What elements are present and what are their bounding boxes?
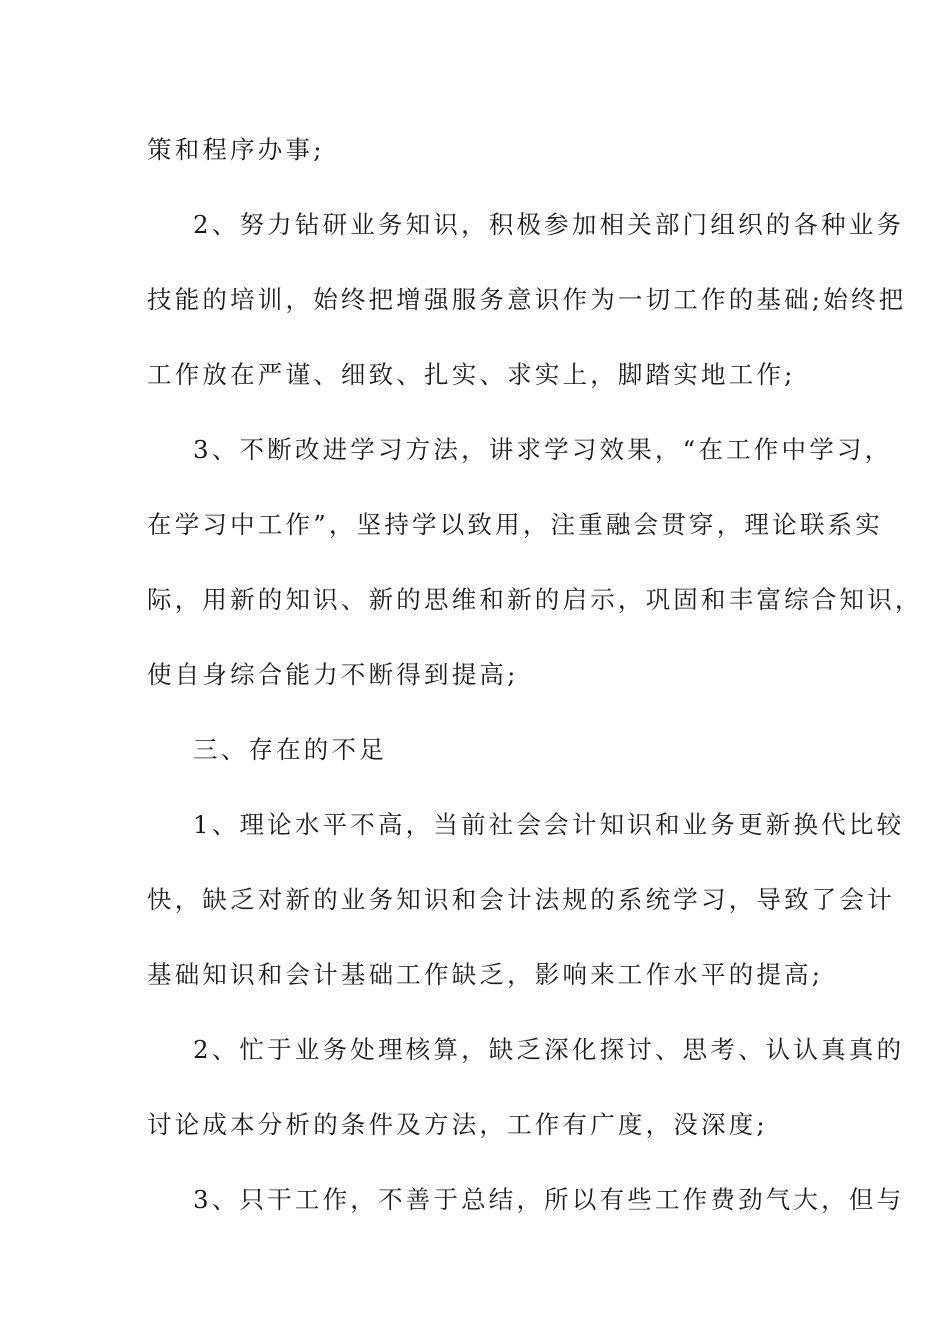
text-line: 3、不断改进学习方法，讲求学习效果，“在工作中学习，: [193, 435, 893, 464]
text-line: 2、忙于业务处理核算，缺乏深化探讨、思考、认认真真的: [193, 1035, 905, 1064]
text-line: 1、理论水平不高，当前社会会计知识和业务更新换代比较: [193, 810, 905, 839]
text-line: 3、只干工作，不善于总结，所以有些工作费劲气大，但与: [193, 1185, 905, 1214]
text-line: 讨论成本分析的条件及方法，工作有广度，没深度;: [147, 1110, 768, 1139]
text-line: 使自身综合能力不断得到提高;: [147, 660, 519, 689]
text-line: 工作放在严谨、细致、扎实、求实上，脚踏实地工作;: [147, 360, 796, 389]
text-line: 快，缺乏对新的业务知识和会计法规的系统学习，导致了会计: [147, 885, 895, 914]
text-line: 技能的培训，始终把增强服务意识作为一切工作的基础;始终把: [147, 285, 907, 314]
text-line: 基础知识和会计基础工作缺乏，影响来工作水平的提高;: [147, 960, 824, 989]
text-line: 策和程序办事;: [147, 135, 325, 164]
section-heading: 三、存在的不足: [193, 735, 387, 764]
text-line: 2、努力钻研业务知识，积极参加相关部门组织的各种业务: [193, 210, 905, 239]
text-line: 在学习中工作”，坚持学以致用，注重融会贯穿，理论联系实: [147, 510, 883, 539]
text-line: 际，用新的知识、新的思维和新的启示，巩固和丰富综合知识，: [147, 585, 923, 614]
